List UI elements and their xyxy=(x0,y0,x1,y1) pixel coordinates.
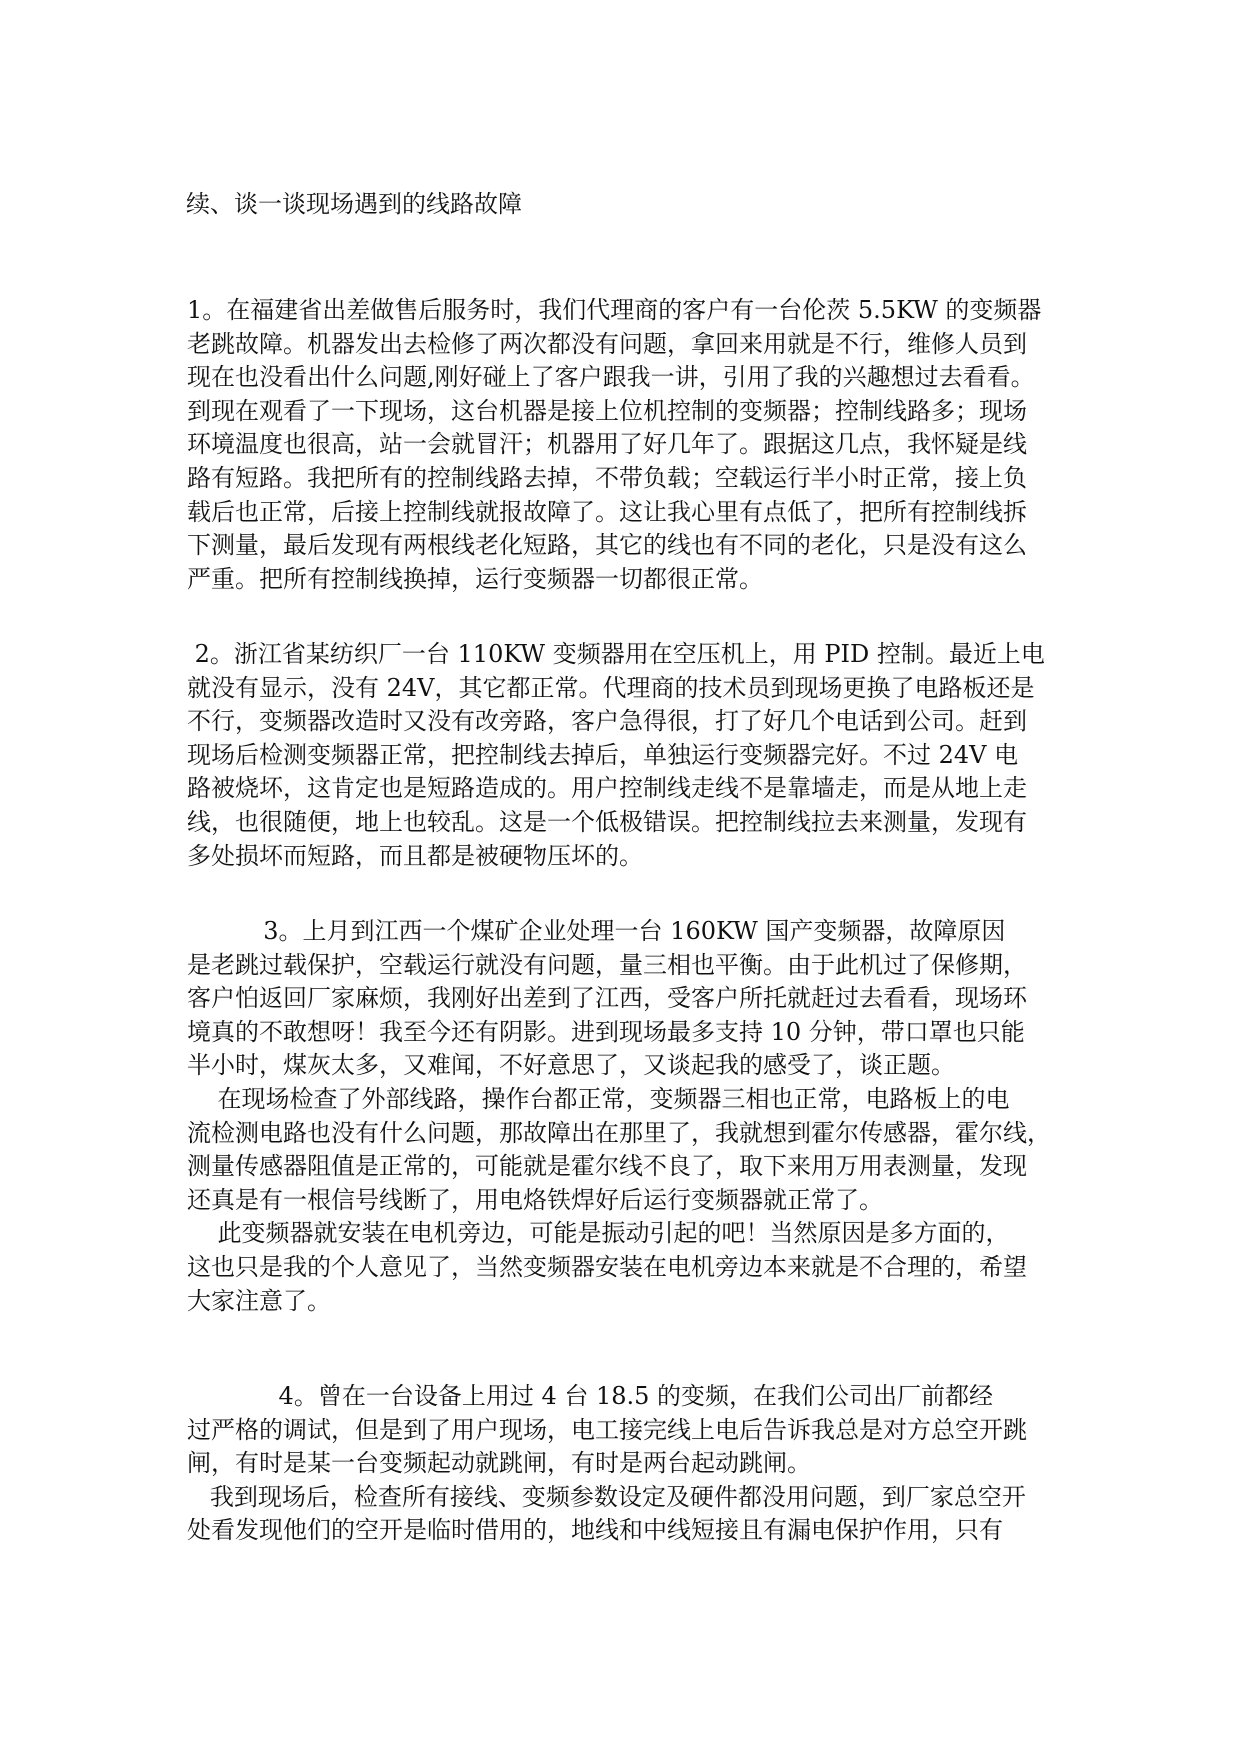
text-line: 客户怕返回厂家麻烦，我刚好出差到了江西，受客户所托就赶过去看看，现场环 xyxy=(187,984,1027,1013)
text-line: 就没有显示，没有 24V，其它都正常。代理商的技术员到现场更换了电路板还是 xyxy=(187,673,1035,702)
text-line: 路有短路。我把所有的控制线路去掉，不带负载；空载运行半小时正常，接上负 xyxy=(187,463,1027,492)
text-line: 路被烧坏，这肯定也是短路造成的。用户控制线走线不是靠墙走，而是从地上走 xyxy=(187,774,1027,803)
text-line: 过严格的调试，但是到了用户现场，电工接完线上电后告诉我总是对方总空开跳 xyxy=(187,1415,1027,1444)
text-line: 此变频器就安装在电机旁边，可能是振动引起的吧！当然原因是多方面的， xyxy=(187,1219,1010,1248)
text-line: 还真是有一根信号线断了，用电烙铁焊好后运行变频器就正常了。 xyxy=(187,1185,883,1214)
text-line: 3。上月到江西一个煤矿企业处理一台 160KW 国产变频器，故障原因 xyxy=(187,917,1006,945)
text-line: 严重。把所有控制线换掉，运行变频器一切都很正常。 xyxy=(187,564,763,593)
paragraph-4 xyxy=(187,1380,1067,1548)
text-line: 多处损坏而短路，而且都是被硬物压坏的。 xyxy=(187,841,643,870)
text-line: 到现在观看了一下现场，这台机器是接上位机控制的变频器；控制线路多；现场 xyxy=(187,396,1027,425)
text-line: 不行，变频器改造时又没有改旁路，客户急得很，打了好几个电话到公司。赶到 xyxy=(187,707,1027,736)
text-line: 我到现场后，检查所有接线、变频参数设定及硬件都没用问题，到厂家总空开 xyxy=(187,1482,1026,1511)
text-line: 载后也正常，后接上控制线就报故障了。这让我心里有点低了，把所有控制线拆 xyxy=(187,497,1027,526)
text-line: 这也只是我的个人意见了，当然变频器安装在电机旁边本来就是不合理的，希望 xyxy=(187,1252,1027,1281)
text-line: 测量传感器阻值是正常的，可能就是霍尔线不良了，取下来用万用表测量，发现 xyxy=(187,1152,1027,1181)
text-line: 闸，有时是某一台变频起动就跳闸，有时是两台起动跳闸。 xyxy=(187,1449,811,1478)
text-line: 处看发现他们的空开是临时借用的，地线和中线短接且有漏电保护作用，只有 xyxy=(187,1516,1003,1545)
text-line: 下测量，最后发现有两根线老化短路，其它的线也有不同的老化，只是没有这么 xyxy=(187,531,1027,560)
text-line: 2。浙江省某纺织厂一台 110KW 变频器用在空压机上，用 PID 控制。最近上电 xyxy=(187,640,1045,668)
text-line: 老跳故障。机器发出去检修了两次都没有问题，拿回来用就是不行，维修人员到 xyxy=(187,329,1027,358)
text-line: 境真的不敢想呀！我至今还有阴影。进到现场最多支持 10 分钟，带口罩也只能 xyxy=(187,1017,1025,1046)
paragraph-3 xyxy=(187,915,1067,1318)
text-line: 半小时，煤灰太多，又难闻，不好意思了，又谈起我的感受了，谈正题。 xyxy=(187,1051,955,1080)
text-line: 在现场检查了外部线路，操作台都正常，变频器三相也正常，电路板上的电 xyxy=(187,1084,1010,1113)
text-line: 大家注意了。 xyxy=(187,1286,331,1315)
text-line: 环境温度也很高，站一会就冒汗；机器用了好几年了。跟据这几点，我怀疑是线 xyxy=(187,430,1027,459)
paragraph-1 xyxy=(187,294,1067,596)
text-line: 现场后检测变频器正常，把控制线去掉后，单独运行变频器完好。不过 24V 电 xyxy=(187,740,1019,769)
text-line: 现在也没看出什么问题,刚好碰上了客户跟我一讲，引用了我的兴趣想过去看看。 xyxy=(187,363,1035,392)
paragraph-2 xyxy=(187,638,1067,873)
text-line: 4。曾在一台设备上用过 4 台 18.5 的变频，在我们公司出厂前都经 xyxy=(187,1382,994,1410)
text-line: 线，也很随便，地上也较乱。这是一个低极错误。把控制线拉去来测量，发现有 xyxy=(187,807,1027,836)
text-line: 流检测电路也没有什么问题，那故障出在那里了，我就想到霍尔传感器，霍尔线， xyxy=(187,1118,1051,1147)
document-title: 续、谈一谈现场遇到的线路故障 xyxy=(186,190,522,218)
text-line: 1。在福建省出差做售后服务时，我们代理商的客户有一台伦茨 5.5KW 的变频器 xyxy=(187,296,1042,324)
text-line: 是老跳过载保护，空载运行就没有问题，量三相也平衡。由于此机过了保修期， xyxy=(187,950,1027,979)
